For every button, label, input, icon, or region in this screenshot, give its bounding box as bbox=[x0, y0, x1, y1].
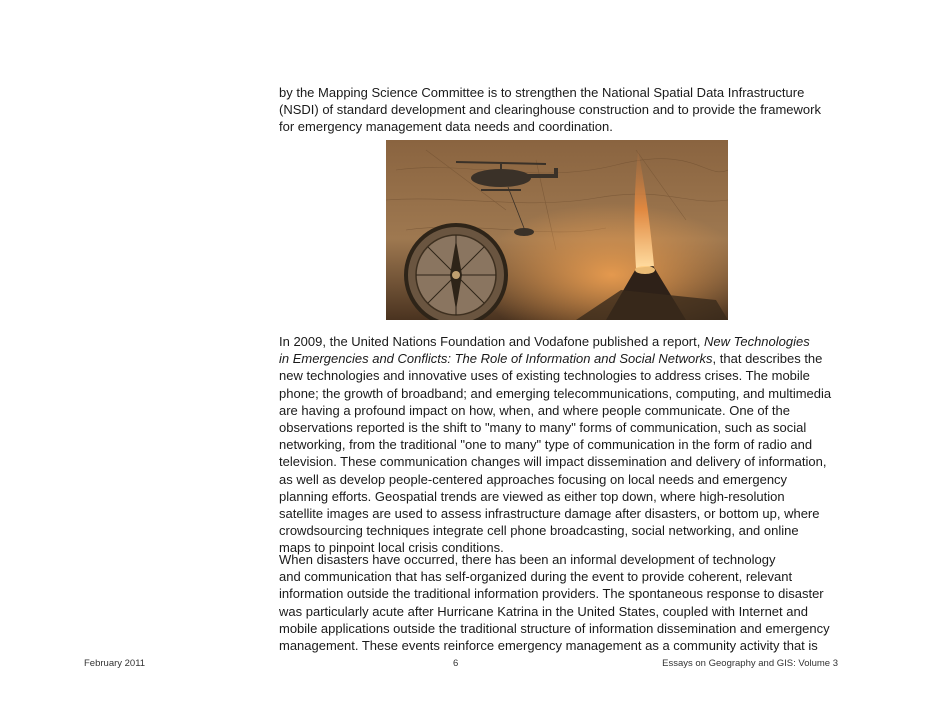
text-line: are having a profound impact on how, when, and where people communicate. One of the bbox=[279, 402, 790, 418]
text-line: mobile applications outside the traditional structure of information dissemination and emergency bbox=[279, 620, 830, 636]
illustration-art bbox=[386, 140, 728, 320]
text-line: television. These communication changes will impact dissemination and delivery of information, bbox=[279, 454, 827, 470]
text-line: and communication that has self-organized during the event to provide coherent, relevant bbox=[279, 569, 793, 585]
report-title-part: in Emergencies and Conflicts: The Role of Information and Social Networks bbox=[279, 351, 713, 367]
text-line: networking, from the traditional "one to many" type of communication in the form of radio and bbox=[279, 437, 813, 453]
text-segment: In 2009, the United Nations Foundation and Vodafone published a report, bbox=[279, 334, 704, 349]
footer-date: February 2011 bbox=[84, 658, 146, 669]
text-line: management. These events reinforce emergency management as a community activity that is bbox=[279, 638, 818, 654]
text-line: for emergency management data needs and coordination. bbox=[279, 119, 613, 135]
text-line bbox=[279, 350, 839, 367]
compass-icon bbox=[406, 225, 506, 320]
text-line: planning efforts. Geospatial trends are viewed as either top down, where high-resolution bbox=[279, 488, 785, 504]
text-line: crowdsourcing techniques integrate cell phone broadcasting, social networking, and online bbox=[279, 523, 799, 539]
disasters-paragraph bbox=[279, 551, 839, 654]
text-line: by the Mapping Science Committee is to strengthen the National Spatial Data Infrastructure bbox=[279, 85, 805, 100]
text-line: was particularly acute after Hurricane Katrina in the United States, coupled with Internet and bbox=[279, 603, 808, 619]
text-line: When disasters have occurred, there has been an informal development of technology bbox=[279, 552, 776, 567]
text-line: as well as develop people-centered approaches focusing on local needs and emergency bbox=[279, 471, 788, 487]
text-line: (NSDI) of standard development and clearinghouse construction and to provide the framework bbox=[279, 102, 821, 118]
text-line: new technologies and innovative uses of existing technologies to address crises. The mobile bbox=[279, 368, 810, 384]
page-number: 6 bbox=[453, 658, 459, 669]
text-line bbox=[279, 333, 839, 350]
text-line: phone; the growth of broadband; and emerging telecommunications, computing, and multimedia bbox=[279, 385, 832, 401]
text-line: information outside the traditional information providers. The spontaneous response to disaster bbox=[279, 586, 824, 602]
intro-paragraph bbox=[279, 84, 839, 136]
footer-publication: Essays on Geography and GIS: Volume 3 bbox=[662, 658, 838, 669]
text-line: maps to pinpoint local crisis conditions. bbox=[279, 540, 504, 556]
emergency-illustration bbox=[386, 140, 728, 320]
text-line: satellite images are used to assess infrastructure damage after disasters, or bottom up, where bbox=[279, 506, 820, 522]
report-paragraph bbox=[279, 333, 839, 557]
report-title-part: New Technologies bbox=[703, 334, 810, 349]
text-segment: , that describes the bbox=[712, 351, 823, 367]
text-line: observations reported is the shift to "many to many" forms of communication, such as social bbox=[279, 420, 807, 436]
